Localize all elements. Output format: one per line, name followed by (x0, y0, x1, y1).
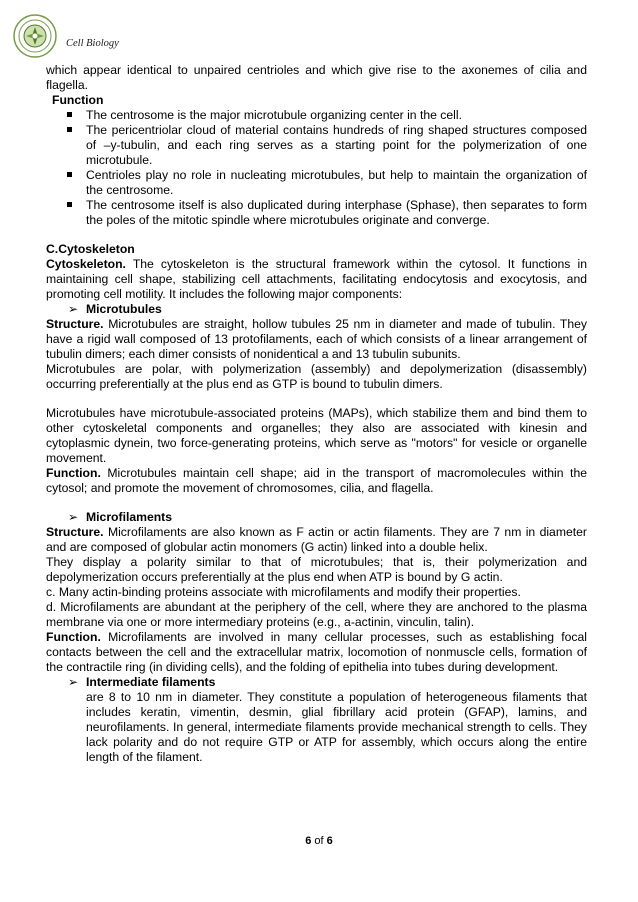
arrow-bullet-icon: ➢ (68, 510, 79, 524)
list-item: The pericentriolar cloud of material contains hundreds of ring shaped structures composed of –y-tubulin, and each ring serves as a starting point for the polymerization of one microtubule. (46, 123, 587, 168)
bullet-square-icon (67, 172, 72, 177)
bullet-square-icon (67, 127, 72, 132)
header-title: Cell Biology (66, 38, 119, 49)
page-number: 6 of 6 (305, 835, 333, 847)
cytoskeleton-heading: C.Cytoskeleton (46, 242, 135, 256)
microfilaments-heading: ➢ Microfilaments (68, 510, 173, 524)
function-heading: Function (52, 93, 104, 107)
intermediate-filaments-text: are 8 to 10 nm in diameter. They constitute a population of heterogeneous filaments that includes keratin, vimentin, desmin, glial fibrillary acid protein (GFAP), lamins, and neurofilaments. In general, intermediate filaments provide mechanical strength to cells. They lack polarity and do not require GTP or ATP for assembly, which occurs along the entire length of the filament. (86, 690, 587, 764)
microtubules-maps: Microtubules have microtubule-associated proteins (MAPs), which stabilize them and bind them to other cytoskeletal components and organelles; they also are associated with kinesin and cytoplasmic dynein, two force-generating proteins, which serve as "motors" for vesicle or organelle movement. (46, 406, 587, 465)
microfilaments-item-d: d. Microfilaments are abundant at the periphery of the cell, where they are anchored to the plasma membrane via one or more intermediary proteins (e.g., a-actinin, vinculin, talin). (46, 600, 587, 629)
microfilaments-function: Function. Microfilaments are involved in many cellular processes, such as establishing focal contacts between the cell and the extracellular matrix, locomotion of nonmuscle cells, formation of the contractile ring (in dividing cells), and the folding of epithelia into tubes during development. (46, 630, 587, 674)
microtubules-structure: Structure. Microtubules are straight, hollow tubules 25 nm in diameter and made of tubulin. They have a rigid wall composed of 13 protofilaments, each of which consists of a linear arrangement of tubulin dimers; each dimer consists of nonidentical a and 13 tubulin subunits. (46, 317, 587, 361)
microfilaments-structure: Structure. Microfilaments are also known as F actin or actin filaments. They are 7 nm in diameter and are composed of globular actin monomers (G actin) linked into a double helix. (46, 525, 587, 554)
microtubules-polarity: Microtubules are polar, with polymerization (assembly) and depolymerization (disassembly) occurring preferentially at the plus end as GTP is bound to tubulin dimers. (46, 362, 587, 391)
microfilaments-item-c: c. Many actin-binding proteins associate with microfilaments and modify their properties. (46, 585, 521, 599)
microtubules-function: Function. Microtubules maintain cell shape; aid in the transport of macromolecules within the cytosol; and promote the movement of chromosomes, cilia, and flagella. (46, 466, 587, 495)
list-item: Centrioles play no role in nucleating microtubules, but help to maintain the organization of the centrosome. (46, 168, 587, 198)
microfilaments-polarity: They display a polarity similar to that of microtubules; that is, their polymerization and depolymerization occurs preferentially at the plus end when ATP is bound by G actin. (46, 555, 587, 584)
list-item: The centrosome itself is also duplicated during interphase (Sphase), then separates to form the poles of the mitotic spindle where microtubules originate and converge. (46, 198, 587, 228)
function-list (46, 108, 587, 228)
microtubules-heading: ➢ Microtubules (68, 302, 162, 316)
intermediate-filaments-heading: ➢ Intermediate filaments (68, 675, 216, 689)
arrow-bullet-icon: ➢ (68, 302, 79, 316)
list-item: The centrosome is the major microtubule organizing center in the cell. (46, 108, 587, 123)
page-content (46, 63, 587, 765)
bullet-square-icon (67, 112, 72, 117)
bullet-square-icon (67, 202, 72, 207)
cytoskeleton-paragraph: Cytoskeleton. The cytoskeleton is the structural framework within the cytosol. It functions in maintaining cell shape, stabilizing cell attachments, facilitating endocytosis and exocytosis, and promoting cell motility. It includes the following major components: (46, 257, 587, 301)
arrow-bullet-icon: ➢ (68, 675, 79, 689)
intro-paragraph: which appear identical to unpaired centrioles and which give rise to the axonemes of cilia and flagella. (46, 63, 587, 92)
university-logo (13, 14, 57, 58)
